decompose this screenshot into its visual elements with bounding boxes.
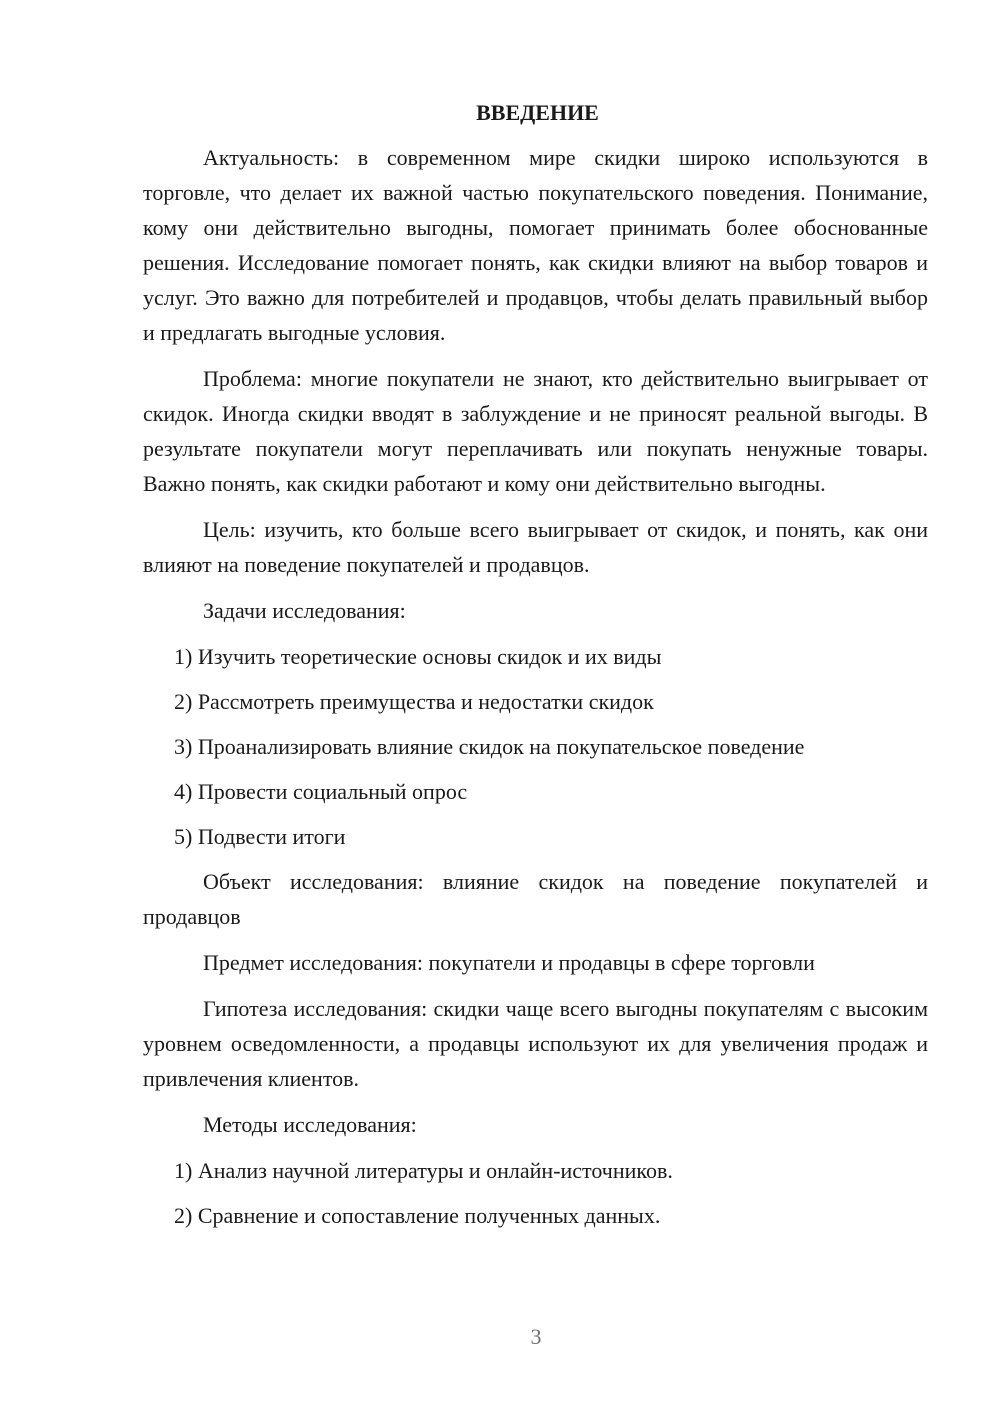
list-item: 1) Изучить теоретические основы скидок и их виды: [174, 644, 662, 669]
page-number: 3: [530, 1324, 542, 1349]
list-item: 3) Проанализировать влияние скидок на покупательское поведение: [174, 734, 805, 759]
list-item: 2) Рассмотреть преимущества и недостатки скидок: [174, 689, 654, 714]
problem-paragraph: Проблема: многие покупатели не знают, кто действительно выигрывает от скидок. Иногда скидки вводят в заблуждение и не приносят реальной выгоды. В результате покупатели могут переплачивать или покупать ненужные товары. Важно понять, как скидки работают и кому они действительно выгодны.: [143, 366, 928, 496]
list-item: 1) Анализ научной литературы и онлайн-источников.: [174, 1158, 673, 1183]
methods-list: [143, 1153, 928, 1233]
tasks-list: [143, 639, 928, 854]
list-item: 5) Подвести итоги: [174, 824, 346, 849]
goal-paragraph: Цель: изучить, кто больше всего выигрывает от скидок, и понять, как они влияют на поведение покупателей и продавцов.: [143, 517, 928, 577]
page-title: ВВЕДЕНИЕ: [476, 100, 599, 125]
tasks-heading: Задачи исследования:: [203, 598, 406, 623]
document-page: [143, 95, 928, 1243]
list-item: 2) Сравнение и сопоставление полученных данных.: [174, 1203, 661, 1228]
object-paragraph: Объект исследования: влияние скидок на поведение покупателей и продавцов: [143, 869, 928, 929]
hypothesis-paragraph: Гипотеза исследования: скидки чаще всего выгодны покупателям с высоким уровнем осведомленности, а продавцы используют их для увеличения продаж и привлечения клиентов.: [143, 996, 928, 1091]
relevance-paragraph: Актуальность: в современном мире скидки широко используются в торговле, что делает их важной частью покупательского поведения. Понимание, кому они действительно выгодны, помогает принимать более обоснованные решения. Исследование помогает понять, как скидки влияют на выбор товаров и услуг. Это важно для потребителей и продавцов, чтобы делать правильный выбор и предлагать выгодные условия.: [143, 145, 928, 345]
methods-heading: Методы исследования:: [203, 1112, 417, 1137]
subject-paragraph: Предмет исследования: покупатели и продавцы в сфере торговли: [203, 950, 815, 975]
list-item: 4) Провести социальный опрос: [174, 779, 468, 804]
